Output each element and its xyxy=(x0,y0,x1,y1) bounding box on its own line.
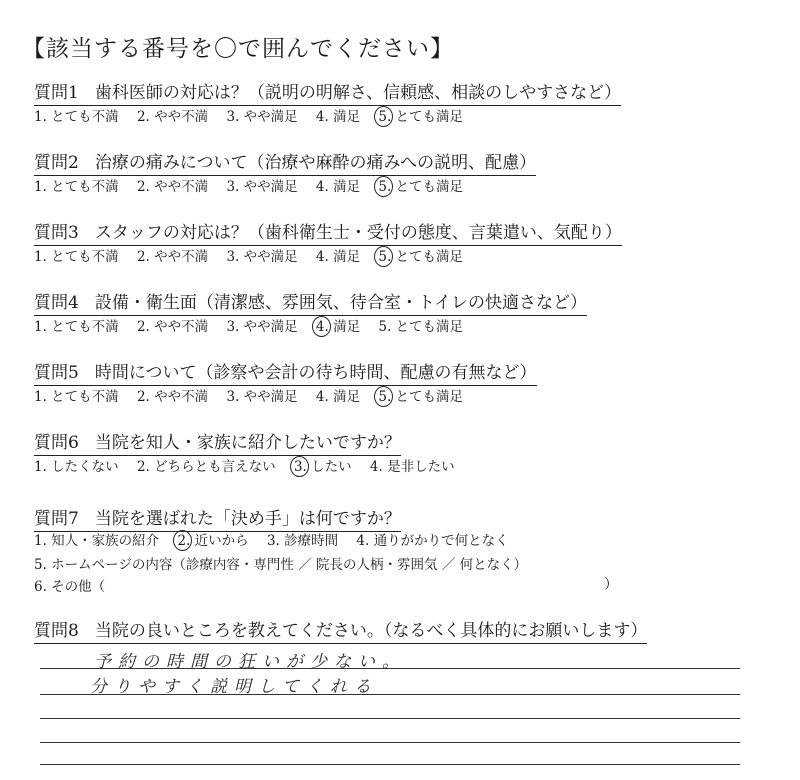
handwritten-answer-1: 予約の時間の狂いが少ない。 xyxy=(94,652,406,672)
q4-option-3[interactable]: 3. やや満足 xyxy=(226,319,298,335)
q6-option-4[interactable]: 4. 是非したい xyxy=(369,459,455,475)
q7-option-2-circled[interactable]: 2. 近いから xyxy=(177,533,249,549)
question-6 xyxy=(34,432,401,456)
question-7-label: 質問7 xyxy=(34,509,79,529)
question-6-label: 質問6 xyxy=(34,433,79,453)
question-8 xyxy=(34,620,647,644)
question-4-text: 設備・衛生面（清潔感、雰囲気、待合室・トイレの快適さなど） xyxy=(94,293,587,313)
q5-option-1[interactable]: 1. とても不満 xyxy=(34,389,119,405)
q1-option-2[interactable]: 2. やや不満 xyxy=(136,109,209,125)
page-title: 【該当する番号を〇で囲んでください】 xyxy=(22,36,454,62)
question-2 xyxy=(34,152,536,176)
q6-option-2[interactable]: 2. どちらとも言えない xyxy=(136,459,276,475)
q6-option-3-circled[interactable]: 3. したい xyxy=(293,459,352,475)
q4-option-5[interactable]: 5. とても満足 xyxy=(378,319,464,335)
q1-option-4[interactable]: 4. 満足 xyxy=(315,109,361,125)
q3-option-1[interactable]: 1. とても不満 xyxy=(34,249,119,265)
question-6-text: 当院を知人・家族に紹介したいですか？ xyxy=(94,433,401,453)
question-2-label: 質問2 xyxy=(34,153,79,173)
q2-option-1[interactable]: 1. とても不満 xyxy=(34,179,119,195)
question-2-options xyxy=(34,178,477,196)
q4-option-2[interactable]: 2. やや不満 xyxy=(136,319,209,335)
question-5-options xyxy=(34,388,477,406)
question-7 xyxy=(34,508,401,532)
q2-option-3[interactable]: 3. やや満足 xyxy=(226,179,298,195)
answer-line xyxy=(40,742,740,743)
question-7-text: 当院を選ばれた「決め手」は何ですか？ xyxy=(94,509,401,529)
question-5 xyxy=(34,362,537,386)
question-3-label: 質問3 xyxy=(34,223,79,243)
question-8-text: 当院の良いところを教えてください。（なるべく具体的にお願いします） xyxy=(94,621,648,641)
question-4-options xyxy=(34,318,477,336)
handwritten-answer-2: 分りやすく説明してくれる xyxy=(90,677,378,697)
question-8-label: 質問8 xyxy=(34,621,79,641)
question-5-label: 質問5 xyxy=(34,363,79,383)
question-3-text: スタッフの対応は？（歯科衛生士・受付の態度、言葉遣い、気配り） xyxy=(94,223,622,243)
q5-option-2[interactable]: 2. やや不満 xyxy=(136,389,209,405)
q2-option-2[interactable]: 2. やや不満 xyxy=(136,179,209,195)
q3-option-2[interactable]: 2. やや不満 xyxy=(136,249,209,265)
q3-option-3[interactable]: 3. やや満足 xyxy=(226,249,298,265)
question-3-options xyxy=(34,248,477,266)
q2-option-4[interactable]: 4. 満足 xyxy=(315,179,361,195)
question-5-text: 時間について（診察や会計の待ち時間、配慮の有無など） xyxy=(94,363,537,383)
question-3 xyxy=(34,222,622,246)
question-1 xyxy=(34,82,621,106)
q7-option-6[interactable]: 6. その他（ xyxy=(34,579,106,595)
question-2-text: 治療の痛みについて（治療や麻酔の痛みへの説明、配慮） xyxy=(94,153,537,173)
q1-option-5-circled[interactable]: 5. とても満足 xyxy=(378,109,464,125)
answer-line xyxy=(40,718,740,719)
q3-option-4[interactable]: 4. 満足 xyxy=(315,249,361,265)
q4-option-4-circled[interactable]: 4. 満足 xyxy=(315,319,361,335)
q4-option-1[interactable]: 1. とても不満 xyxy=(34,319,119,335)
question-7-options xyxy=(34,532,523,550)
q5-option-4[interactable]: 4. 満足 xyxy=(315,389,361,405)
q7-option-3[interactable]: 3. 診療時間 xyxy=(266,533,339,549)
question-4-label: 質問4 xyxy=(34,293,79,313)
question-4 xyxy=(34,292,587,316)
q2-option-5-circled[interactable]: 5. とても満足 xyxy=(378,179,464,195)
q5-option-3[interactable]: 3. やや満足 xyxy=(226,389,298,405)
q3-option-5-circled[interactable]: 5. とても満足 xyxy=(378,249,464,265)
q1-option-3[interactable]: 3. やや満足 xyxy=(226,109,298,125)
q1-option-1[interactable]: 1. とても不満 xyxy=(34,109,119,125)
q7-option-1[interactable]: 1. 知人・家族の紹介 xyxy=(34,533,160,549)
q7-option-6-close-paren: ） xyxy=(604,577,618,593)
question-1-options xyxy=(34,108,477,126)
q6-option-1[interactable]: 1. したくない xyxy=(34,459,119,475)
q7-option-5[interactable]: 5. ホームページの内容（診療内容・専門性 ／ 院長の人柄・雰囲気 ／ 何となく） xyxy=(34,557,528,573)
question-1-text: 歯科医師の対応は？（説明の明解さ、信頼感、相談のしやすさなど） xyxy=(94,83,622,103)
answer-line xyxy=(40,764,740,765)
question-6-options xyxy=(34,458,469,476)
question-1-label: 質問1 xyxy=(34,83,79,103)
q5-option-5-circled[interactable]: 5. とても満足 xyxy=(378,389,464,405)
q7-option-4[interactable]: 4. 通りがかりで何となく xyxy=(356,533,509,549)
